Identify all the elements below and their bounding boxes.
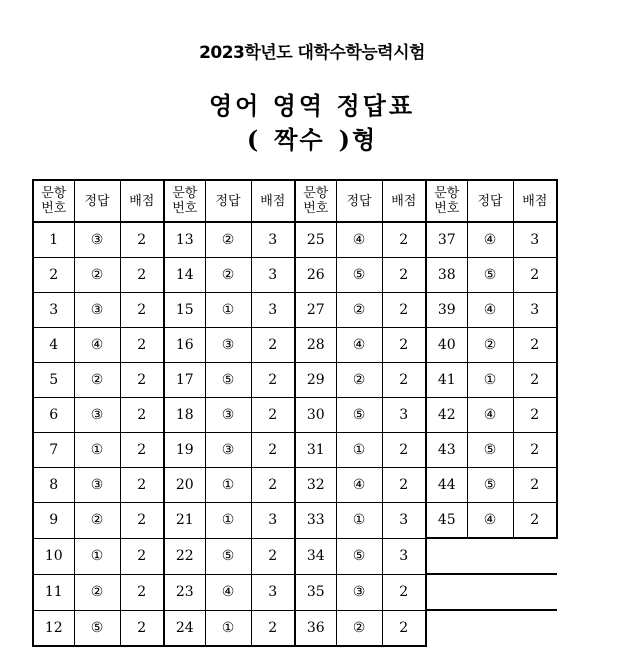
question-number: 17: [164, 363, 205, 398]
question-number: 34: [295, 538, 336, 574]
points-cell: 2: [120, 610, 164, 646]
subject-title: 영어 영역 정답표: [209, 91, 415, 120]
question-number: 29: [295, 363, 336, 398]
answer-cell: ⑤: [467, 433, 513, 468]
table-row: [33, 538, 557, 574]
points-cell: 2: [120, 328, 164, 363]
points-cell: 2: [120, 293, 164, 328]
table-row: [33, 433, 557, 468]
table-row: [33, 363, 557, 398]
points-cell: 2: [251, 538, 295, 574]
points-cell: 2: [382, 574, 426, 610]
answer-cell: ①: [205, 468, 251, 503]
table-row: [33, 610, 557, 646]
exam-title: 2023학년도 대학수학능력시험: [199, 43, 425, 63]
header-points: 배점: [251, 180, 295, 222]
question-number: 26: [295, 258, 336, 293]
points-cell: 2: [513, 328, 557, 363]
question-number: 32: [295, 468, 336, 503]
answer-cell: ③: [74, 293, 120, 328]
question-number: 20: [164, 468, 205, 503]
question-number: 23: [164, 574, 205, 610]
points-cell: 2: [120, 468, 164, 503]
answer-cell: ①: [205, 503, 251, 539]
answer-cell: ⑤: [205, 363, 251, 398]
answer-cell: ⑤: [205, 538, 251, 574]
points-cell: 2: [513, 468, 557, 503]
answer-cell: ③: [205, 328, 251, 363]
points-cell: 3: [251, 503, 295, 539]
question-number: 38: [426, 258, 467, 293]
question-number: 39: [426, 293, 467, 328]
question-number: 1: [33, 222, 74, 258]
answer-cell: ④: [74, 328, 120, 363]
question-number: 30: [295, 398, 336, 433]
answer-cell: ④: [336, 328, 382, 363]
question-number: 28: [295, 328, 336, 363]
points-cell: 3: [251, 574, 295, 610]
answer-cell: ②: [205, 258, 251, 293]
points-cell: 2: [513, 363, 557, 398]
points-cell: 3: [251, 258, 295, 293]
answer-cell: ①: [74, 538, 120, 574]
question-number: 40: [426, 328, 467, 363]
points-cell: 2: [513, 433, 557, 468]
answer-cell: ②: [205, 222, 251, 258]
answer-cell: ②: [336, 363, 382, 398]
points-cell: 2: [513, 398, 557, 433]
points-cell: 2: [120, 433, 164, 468]
points-cell: 3: [382, 538, 426, 574]
question-number: 36: [295, 610, 336, 646]
points-cell: 2: [120, 574, 164, 610]
answer-cell: ③: [74, 222, 120, 258]
answer-cell: ①: [74, 433, 120, 468]
header-row: [33, 180, 557, 222]
question-number: 25: [295, 222, 336, 258]
points-cell: 2: [382, 468, 426, 503]
answer-cell: ⑤: [467, 468, 513, 503]
points-cell: 2: [251, 468, 295, 503]
answer-cell: ④: [467, 293, 513, 328]
type-close-paren: ): [338, 125, 352, 154]
answer-cell: ④: [467, 503, 513, 539]
question-number: 4: [33, 328, 74, 363]
question-number: 43: [426, 433, 467, 468]
answer-cell: ④: [336, 468, 382, 503]
answer-table: [32, 179, 558, 647]
answer-cell: ③: [205, 398, 251, 433]
question-number: 19: [164, 433, 205, 468]
answer-cell: ④: [205, 574, 251, 610]
question-number: 7: [33, 433, 74, 468]
points-cell: 3: [513, 293, 557, 328]
points-cell: 2: [382, 363, 426, 398]
points-cell: 2: [382, 328, 426, 363]
answer-cell: ④: [467, 222, 513, 258]
question-number: 12: [33, 610, 74, 646]
points-cell: 2: [120, 538, 164, 574]
empty-cell: [426, 610, 557, 646]
points-cell: 3: [382, 503, 426, 539]
points-cell: 2: [382, 433, 426, 468]
header-number: 문항 번호: [164, 180, 205, 222]
points-cell: 2: [120, 503, 164, 539]
question-number: 21: [164, 503, 205, 539]
header-answer: 정답: [467, 180, 513, 222]
answer-cell: ②: [74, 574, 120, 610]
header-answer: 정답: [336, 180, 382, 222]
points-cell: 2: [251, 398, 295, 433]
question-number: 2: [33, 258, 74, 293]
table-row: [33, 503, 557, 539]
points-cell: 2: [120, 258, 164, 293]
question-number: 6: [33, 398, 74, 433]
exam-type: [0, 120, 624, 155]
answer-cell: ⑤: [467, 258, 513, 293]
answer-cell: ④: [336, 222, 382, 258]
answer-cell: ②: [336, 293, 382, 328]
question-number: 3: [33, 293, 74, 328]
question-number: 27: [295, 293, 336, 328]
answer-cell: ①: [336, 503, 382, 539]
table-row: [33, 398, 557, 433]
type-open-paren: (: [246, 125, 261, 154]
answer-cell: ①: [205, 293, 251, 328]
header-number: 문항 번호: [426, 180, 467, 222]
answer-cell: ②: [336, 610, 382, 646]
points-cell: 2: [382, 610, 426, 646]
table-row: [33, 293, 557, 328]
question-number: 41: [426, 363, 467, 398]
question-number: 10: [33, 538, 74, 574]
answer-cell: ②: [74, 503, 120, 539]
header-points: 배점: [382, 180, 426, 222]
type-name: 짝수: [274, 125, 325, 154]
points-cell: 2: [251, 433, 295, 468]
points-cell: 3: [382, 398, 426, 433]
question-number: 24: [164, 610, 205, 646]
question-number: 44: [426, 468, 467, 503]
answer-cell: ⑤: [336, 258, 382, 293]
question-number: 13: [164, 222, 205, 258]
points-cell: 2: [251, 363, 295, 398]
answer-cell: ⑤: [336, 538, 382, 574]
answer-cell: ②: [467, 328, 513, 363]
header-answer: 정답: [205, 180, 251, 222]
question-number: 42: [426, 398, 467, 433]
answer-cell: ②: [74, 258, 120, 293]
points-cell: 2: [513, 503, 557, 539]
answer-cell: ④: [467, 398, 513, 433]
answer-cell: ③: [74, 468, 120, 503]
points-cell: 2: [382, 293, 426, 328]
points-cell: 2: [382, 258, 426, 293]
type-suffix: 형: [351, 125, 378, 154]
header-points: 배점: [120, 180, 164, 222]
points-cell: 3: [251, 293, 295, 328]
question-number: 5: [33, 363, 74, 398]
question-number: 15: [164, 293, 205, 328]
answer-cell: ②: [74, 363, 120, 398]
question-number: 9: [33, 503, 74, 539]
table-row: [33, 258, 557, 293]
answer-cell: ⑤: [336, 398, 382, 433]
header-answer: 정답: [74, 180, 120, 222]
points-cell: 2: [513, 258, 557, 293]
answer-cell: ③: [205, 433, 251, 468]
points-cell: 3: [251, 222, 295, 258]
answer-cell: ⑤: [74, 610, 120, 646]
answer-cell: ③: [74, 398, 120, 433]
points-cell: 2: [251, 610, 295, 646]
empty-cell: [426, 574, 557, 610]
table-row: [33, 468, 557, 503]
question-number: 31: [295, 433, 336, 468]
question-number: 18: [164, 398, 205, 433]
table-row: [33, 222, 557, 258]
question-number: 8: [33, 468, 74, 503]
answer-cell: ①: [336, 433, 382, 468]
question-number: 11: [33, 574, 74, 610]
question-number: 33: [295, 503, 336, 539]
points-cell: 2: [120, 398, 164, 433]
points-cell: 2: [382, 222, 426, 258]
answer-cell: ①: [467, 363, 513, 398]
question-number: 45: [426, 503, 467, 539]
empty-cell: [426, 538, 557, 574]
header-points: 배점: [513, 180, 557, 222]
question-number: 16: [164, 328, 205, 363]
question-number: 22: [164, 538, 205, 574]
table-row: [33, 328, 557, 363]
answer-cell: ③: [336, 574, 382, 610]
header-number: 문항 번호: [295, 180, 336, 222]
question-number: 37: [426, 222, 467, 258]
points-cell: 2: [120, 363, 164, 398]
answer-cell: ①: [205, 610, 251, 646]
question-number: 14: [164, 258, 205, 293]
points-cell: 2: [120, 222, 164, 258]
header-number: 문항 번호: [33, 180, 74, 222]
points-cell: 2: [251, 328, 295, 363]
points-cell: 3: [513, 222, 557, 258]
question-number: 35: [295, 574, 336, 610]
table-row: [33, 574, 557, 610]
